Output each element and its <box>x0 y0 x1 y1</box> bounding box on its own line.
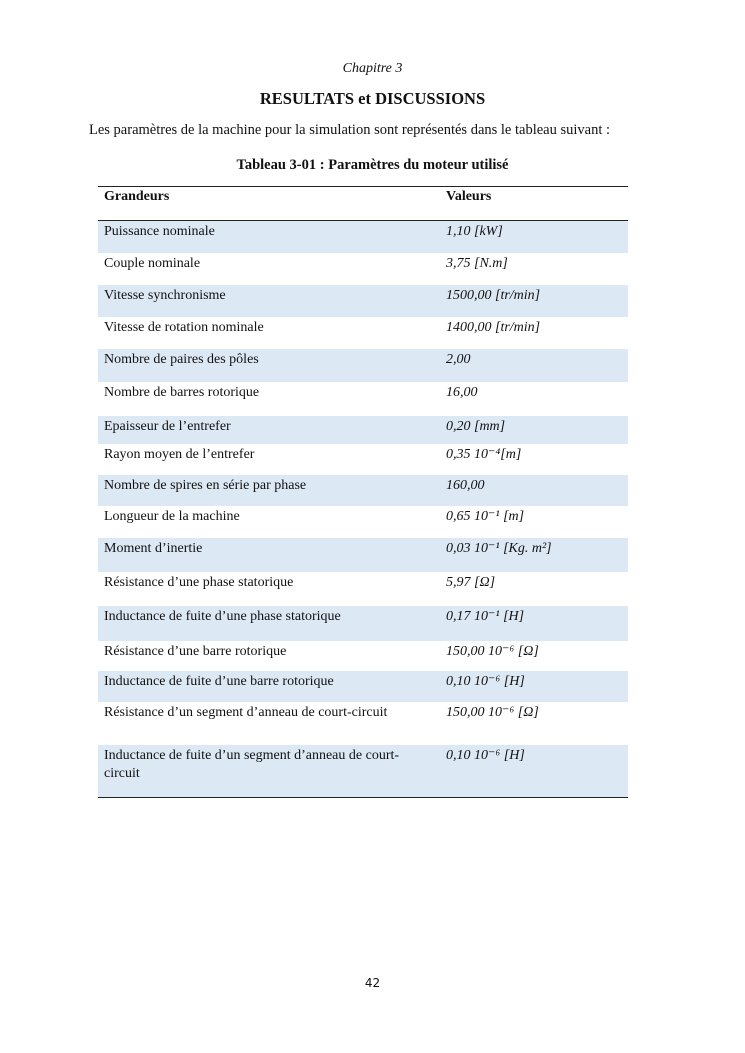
table-row <box>98 285 628 317</box>
table-row <box>98 572 628 606</box>
param-value: 16,00 <box>446 384 478 400</box>
table-row <box>98 444 628 475</box>
table-row <box>98 606 628 641</box>
table-row <box>98 253 628 285</box>
param-value: 160,00 <box>440 475 628 506</box>
param-name: Résistance d’un segment d’anneau de court-circuit <box>104 704 388 720</box>
intro-paragraph: Les paramètres de la machine pour la simulation sont représentés dans le tableau suivant : <box>89 122 611 138</box>
table-header-row <box>98 187 628 221</box>
chapter-label: Chapitre 3 <box>342 61 403 76</box>
param-value: 0,10 10⁻⁶ [H] <box>440 671 628 702</box>
param-name: Nombre de barres rotorique <box>104 384 260 400</box>
table-row <box>98 317 628 349</box>
param-value: 0,10 10⁻⁶ [H] <box>440 745 628 798</box>
param-name: Epaisseur de l’entrefer <box>98 416 440 444</box>
param-name: Nombre de paires des pôles <box>98 349 440 382</box>
table-row <box>98 506 628 538</box>
param-value: 0,35 10⁻⁴[m] <box>446 446 522 462</box>
table-row <box>98 416 628 444</box>
param-value: 150,00 10⁻⁶ [Ω] <box>446 643 539 659</box>
param-name: Vitesse de rotation nominale <box>104 319 264 335</box>
param-name: Couple nominale <box>104 255 201 271</box>
param-name: Rayon moyen de l’entrefer <box>104 446 255 462</box>
param-name: Nombre de spires en série par phase <box>98 475 440 506</box>
param-value: 5,97 [Ω] <box>446 574 496 590</box>
param-name: Puissance nominale <box>98 221 440 253</box>
param-value: 1500,00 [tr/min] <box>440 285 628 317</box>
param-value: 2,00 <box>440 349 628 382</box>
table-caption: Tableau 3-01 : Paramètres du moteur utilisé <box>236 157 509 173</box>
param-value: 1,10 [kW] <box>440 221 628 253</box>
table-row <box>98 221 628 253</box>
page-number: 42 <box>364 976 381 990</box>
section-title: RESULTATS et DISCUSSIONS <box>259 89 486 108</box>
param-value: 150,00 10⁻⁶ [Ω] <box>446 704 539 720</box>
param-value: 0,17 10⁻¹ [H] <box>440 606 628 641</box>
param-name: Inductance de fuite d’une barre rotorique <box>98 671 440 702</box>
header-grandeurs: Grandeurs <box>98 187 440 221</box>
param-value: 3,75 [N.m] <box>446 255 508 271</box>
param-name: Résistance d’une phase statorique <box>104 574 294 590</box>
param-value: 0,03 10⁻¹ [Kg. m²] <box>440 538 628 572</box>
table-row <box>98 475 628 506</box>
table-row <box>98 671 628 702</box>
param-value: 1400,00 [tr/min] <box>446 319 541 335</box>
param-name: Inductance de fuite d’un segment d’anneau de court-circuit <box>98 745 440 798</box>
table-row <box>98 349 628 382</box>
param-name: Moment d’inertie <box>98 538 440 572</box>
table-row <box>98 745 628 798</box>
table-row <box>98 538 628 572</box>
param-name: Inductance de fuite d’une phase statorique <box>98 606 440 641</box>
param-name: Longueur de la machine <box>104 508 240 524</box>
table-row <box>98 702 628 745</box>
table-row <box>98 641 628 671</box>
param-name: Résistance d’une barre rotorique <box>104 643 287 659</box>
parameters-table <box>98 186 628 798</box>
header-valeurs: Valeurs <box>440 187 628 221</box>
param-value: 0,65 10⁻¹ [m] <box>446 508 525 524</box>
param-name: Vitesse synchronisme <box>98 285 440 317</box>
param-value: 0,20 [mm] <box>440 416 628 444</box>
table-row <box>98 382 628 416</box>
